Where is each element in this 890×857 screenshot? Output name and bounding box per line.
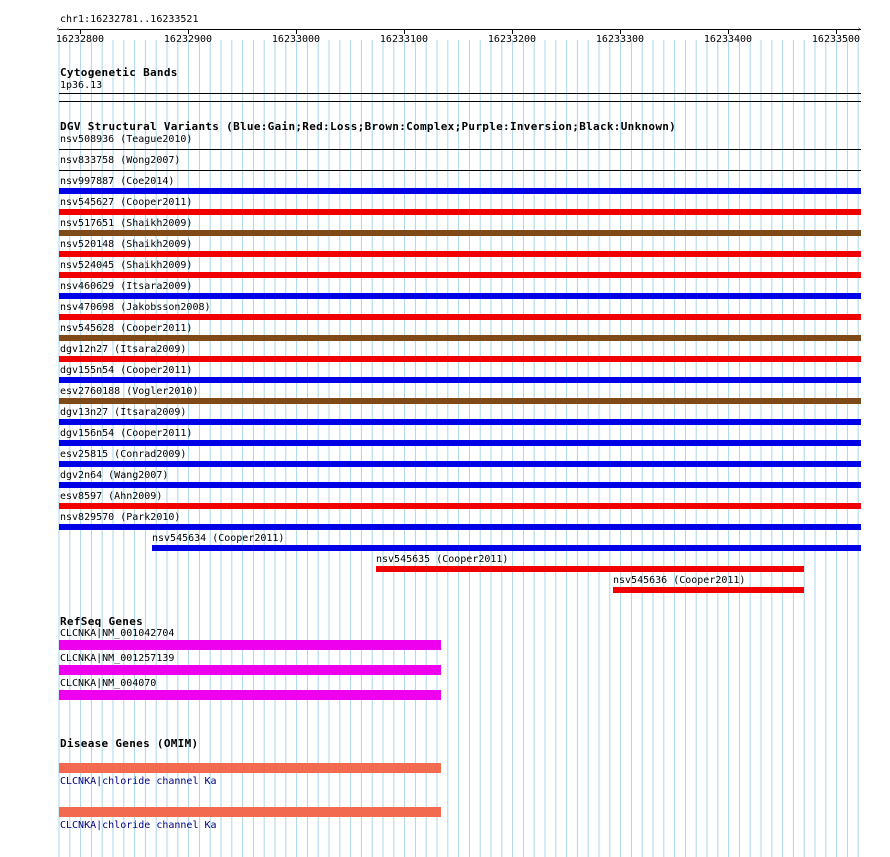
disease-gene-bar[interactable] — [59, 807, 441, 817]
gene-label[interactable]: CLCNKA|NM_001257139 — [60, 653, 175, 664]
variant-bar[interactable] — [59, 188, 861, 194]
variant-label[interactable]: dgv155n54 (Cooper2011) — [60, 365, 193, 376]
variant-line[interactable] — [59, 170, 861, 171]
variant-bar[interactable] — [59, 503, 861, 509]
variant-bar[interactable] — [59, 398, 861, 404]
variant-label[interactable]: nsv545627 (Cooper2011) — [60, 197, 193, 208]
variant-bar[interactable] — [59, 440, 861, 446]
variant-label[interactable]: nsv829570 (Park2010) — [60, 512, 181, 523]
variant-bar[interactable] — [59, 461, 861, 467]
variant-label[interactable]: dgv2n64 (Wang2007) — [60, 470, 169, 481]
variant-bar[interactable] — [376, 566, 804, 572]
omim-track-title: Disease Genes (OMIM) — [60, 737, 199, 750]
variant-label[interactable]: esv25815 (Conrad2009) — [60, 449, 187, 460]
variant-bar[interactable] — [59, 482, 861, 488]
ruler-tick-label: 16233300 — [595, 34, 645, 45]
ruler-tick-label: 16233500 — [811, 34, 861, 45]
variant-label[interactable]: esv8597 (Ahn2009) — [60, 491, 163, 502]
variant-bar[interactable] — [59, 377, 861, 383]
gene-bar[interactable] — [59, 690, 441, 700]
variant-bar[interactable] — [613, 587, 804, 593]
variant-label[interactable]: nsv997887 (Coe2014) — [60, 176, 175, 187]
variant-bar[interactable] — [59, 524, 861, 530]
ruler-tick-label: 16233000 — [271, 34, 321, 45]
variant-bar[interactable] — [59, 251, 861, 257]
ruler-tick-label: 16232800 — [55, 34, 105, 45]
ruler-tick-label: 16233400 — [703, 34, 753, 45]
gene-label[interactable]: CLCNKA|NM_004070 — [60, 678, 157, 689]
region-label: chr1:16232781..16233521 — [60, 14, 199, 25]
variant-bar[interactable] — [152, 545, 861, 551]
variant-label[interactable]: nsv517651 (Shaikh2009) — [60, 218, 193, 229]
refseq-track-title: RefSeq Genes — [60, 615, 144, 628]
cytoband-line — [59, 101, 861, 102]
ruler-tick-label: 16233200 — [487, 34, 537, 45]
variant-label[interactable]: dgv156n54 (Cooper2011) — [60, 428, 193, 439]
disease-gene-link[interactable]: CLCNKA|chloride channel Ka — [60, 776, 217, 787]
cytoband-label: 1p36.13 — [60, 80, 103, 91]
ruler-left-arrow-icon: ‹ — [56, 25, 61, 33]
variant-label[interactable]: nsv545628 (Cooper2011) — [60, 323, 193, 334]
variant-line[interactable] — [59, 149, 861, 150]
ruler-axis — [59, 29, 861, 30]
variant-label[interactable]: nsv524045 (Shaikh2009) — [60, 260, 193, 271]
variant-bar[interactable] — [59, 272, 861, 278]
variant-label[interactable]: dgv12n27 (Itsara2009) — [60, 344, 187, 355]
variant-label[interactable]: nsv470698 (Jakobsson2008) — [60, 302, 211, 313]
disease-gene-bar[interactable] — [59, 763, 441, 773]
cytoband-line — [59, 93, 861, 94]
ruler-tick-label: 16232900 — [163, 34, 213, 45]
variant-label[interactable]: nsv545636 (Cooper2011) — [613, 575, 746, 586]
ruler-right-arrow-icon: › — [857, 25, 862, 33]
variant-label[interactable]: nsv833758 (Wong2007) — [60, 155, 181, 166]
variant-bar[interactable] — [59, 209, 861, 215]
variant-label[interactable]: nsv520148 (Shaikh2009) — [60, 239, 193, 250]
dgv-track-title: DGV Structural Variants (Blue:Gain;Red:Loss;Brown:Complex;Purple:Inversion;Black:Unknown) — [60, 120, 677, 133]
variant-label[interactable]: dgv13n27 (Itsara2009) — [60, 407, 187, 418]
variant-bar[interactable] — [59, 314, 861, 320]
cytoband-track-title: Cytogenetic Bands — [60, 66, 178, 79]
variant-label[interactable]: esv2760188 (Vogler2010) — [60, 386, 199, 397]
ruler-tick-label: 16233100 — [379, 34, 429, 45]
variant-label[interactable]: nsv508936 (Teague2010) — [60, 134, 193, 145]
variant-bar[interactable] — [59, 293, 861, 299]
disease-gene-link[interactable]: CLCNKA|chloride channel Ka — [60, 820, 217, 831]
gene-label[interactable]: CLCNKA|NM_001042704 — [60, 628, 175, 639]
variant-bar[interactable] — [59, 230, 861, 236]
variant-bar[interactable] — [59, 335, 861, 341]
gene-bar[interactable] — [59, 640, 441, 650]
variant-bar[interactable] — [59, 356, 861, 362]
variant-label[interactable]: nsv460629 (Itsara2009) — [60, 281, 193, 292]
variant-label[interactable]: nsv545634 (Cooper2011) — [152, 533, 285, 544]
variant-label[interactable]: nsv545635 (Cooper2011) — [376, 554, 509, 565]
variant-bar[interactable] — [59, 419, 861, 425]
gene-bar[interactable] — [59, 665, 441, 675]
